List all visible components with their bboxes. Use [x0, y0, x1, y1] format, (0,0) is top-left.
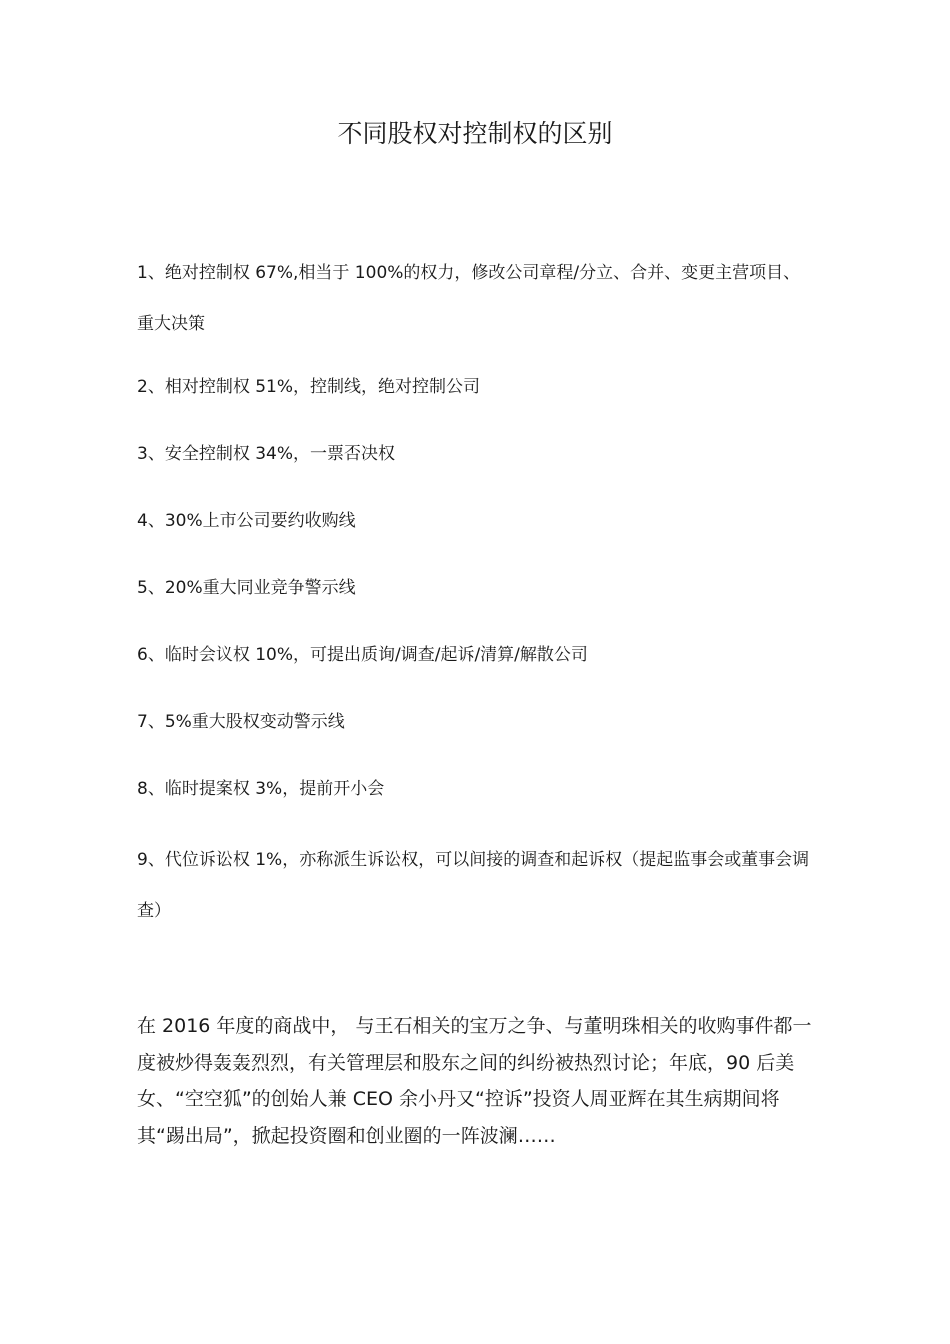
rule-item-1: 1、绝对控制权 67%,相当于 100%的权力，修改公司章程/分立、合并、变更主营项目、重大决策 [137, 263, 801, 334]
rule-item-8: 8、临时提案权 3%，提前开小会 [137, 779, 385, 799]
rule-item-2: 2、相对控制权 51%，控制线，绝对控制公司 [137, 377, 481, 397]
rule-item-9: 9、代位诉讼权 1%，亦称派生诉讼权，可以间接的调查和起诉权（提起监事会或董事会调查） [137, 850, 810, 921]
intro-paragraph: 在 2016 年度的商战中， 与王石相关的宝万之争、与董明珠相关的收购事件都一度被炒得轰轰烈烈，有关管理层和股东之间的纠纷被热烈讨论；年底，90 后美女、“空空狐”的创始人兼 CEO 余小丹又“控诉”投资人周亚辉在其生病期间将其“踢出局”，掀起投资圈和创业圈的一阵波澜…… [137, 1015, 812, 1147]
rule-item-6: 6、临时会议权 10%，可提出质询/调查/起诉/清算/解散公司 [137, 645, 588, 665]
rule-item-7: 7、5%重大股权变动警示线 [137, 712, 345, 732]
equity-rules-list [137, 248, 817, 953]
rule-item-3: 3、安全控制权 34%，一票否决权 [137, 444, 396, 464]
rule-item-4: 4、30%上市公司要约收购线 [137, 511, 356, 531]
document-title: 不同股权对控制权的区别 [337, 119, 613, 148]
rule-item-5: 5、20%重大同业竞争警示线 [137, 578, 356, 598]
